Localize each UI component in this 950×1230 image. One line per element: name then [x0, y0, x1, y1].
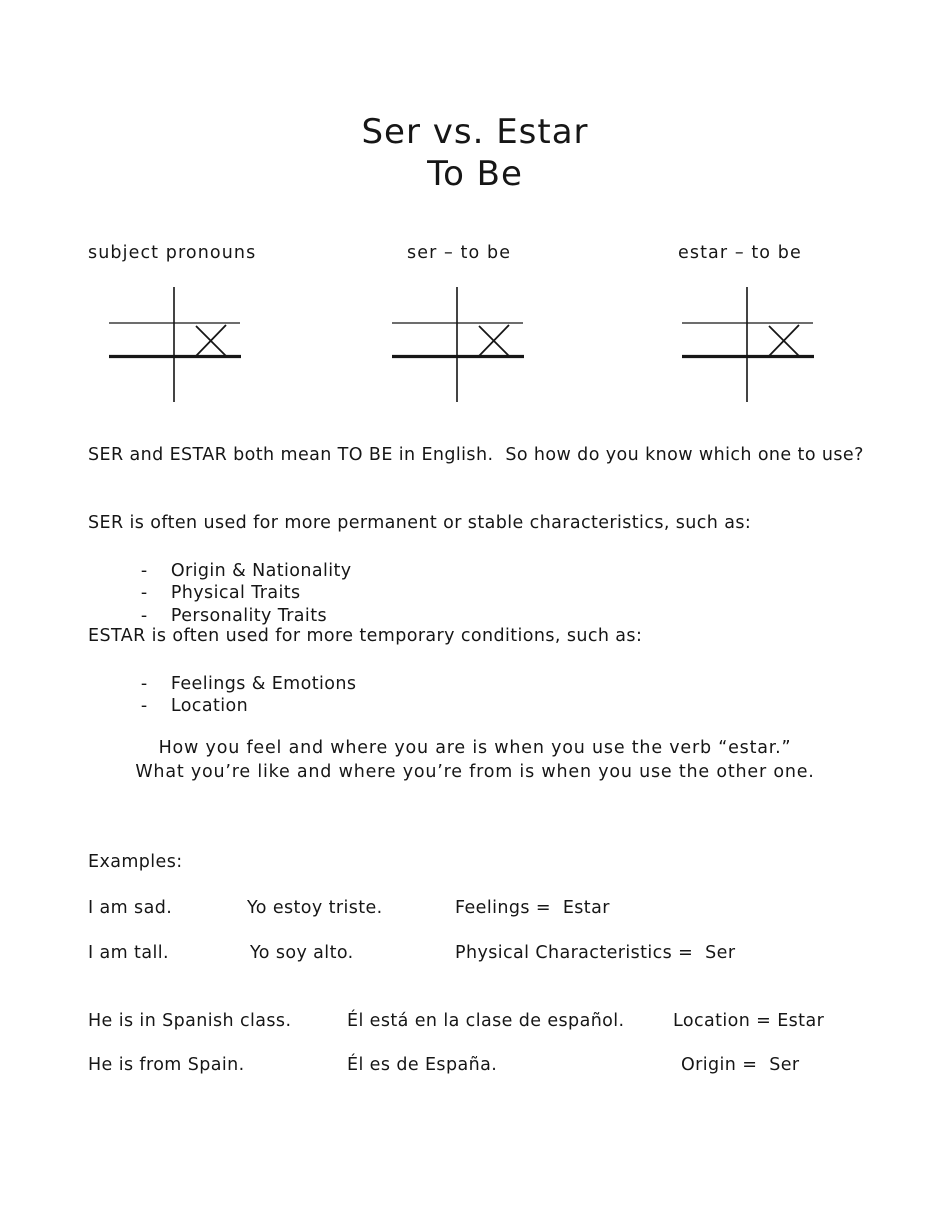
bullet-dash: - — [140, 605, 148, 626]
bullet-dash: - — [140, 695, 148, 716]
ser-bullet-personality-traits: Personality Traits — [170, 605, 327, 626]
example-spanish: Yo estoy triste. — [247, 898, 383, 918]
bullet-dash: - — [140, 673, 148, 694]
example-rule: Location = Estar — [673, 1011, 825, 1031]
estar-conjugation-chart-diagram — [673, 282, 823, 407]
summary-line-2: What you’re like and where you’re from is when you use the other one. — [135, 761, 815, 782]
subject-pronouns-conjugation-chart-diagram — [100, 282, 250, 407]
estar-bullet-location: Location — [170, 695, 249, 716]
example-english: I am tall. — [88, 943, 169, 963]
column-header-ser: ser – to be — [407, 243, 512, 263]
ser-section-heading: SER is often used for more permanent or stable characteristics, such as: — [88, 513, 752, 533]
estar-section-heading: ESTAR is often used for more temporary conditions, such as: — [88, 626, 643, 646]
bullet-dash: - — [140, 582, 148, 603]
example-rule: Feelings = Estar — [455, 898, 610, 918]
example-spanish: Yo soy alto. — [250, 943, 354, 963]
title-line-1: Ser vs. Estar — [361, 112, 589, 152]
column-header-subject-pronouns: subject pronouns — [88, 243, 257, 263]
ser-bullet-origin-nationality: Origin & Nationality — [170, 560, 352, 581]
list-item — [117, 671, 248, 742]
column-header-estar: estar – to be — [678, 243, 802, 263]
ser-bullet-physical-traits: Physical Traits — [170, 582, 301, 603]
summary-line-1: How you feel and where you are is when you use the verb “estar.” — [158, 738, 792, 758]
intro-paragraph: SER and ESTAR both mean TO BE in English. So how do you know which one to use? — [88, 445, 864, 465]
example-english: He is from Spain. — [88, 1055, 245, 1075]
example-rule: Physical Characteristics = Ser — [455, 943, 736, 963]
page-title — [0, 111, 950, 195]
estar-bullet-feelings-emotions: Feelings & Emotions — [170, 673, 357, 694]
example-spanish: Él es de España. — [347, 1055, 498, 1075]
example-english: He is in Spanish class. — [88, 1011, 292, 1031]
example-rule: Origin = Ser — [681, 1055, 800, 1075]
ser-conjugation-chart-diagram — [383, 282, 533, 407]
example-english: I am sad. — [88, 898, 173, 918]
bullet-dash: - — [140, 560, 148, 581]
example-spanish: Él está en la clase de español. — [347, 1011, 625, 1031]
title-line-2: To Be — [427, 154, 523, 194]
examples-heading: Examples: — [88, 852, 183, 872]
